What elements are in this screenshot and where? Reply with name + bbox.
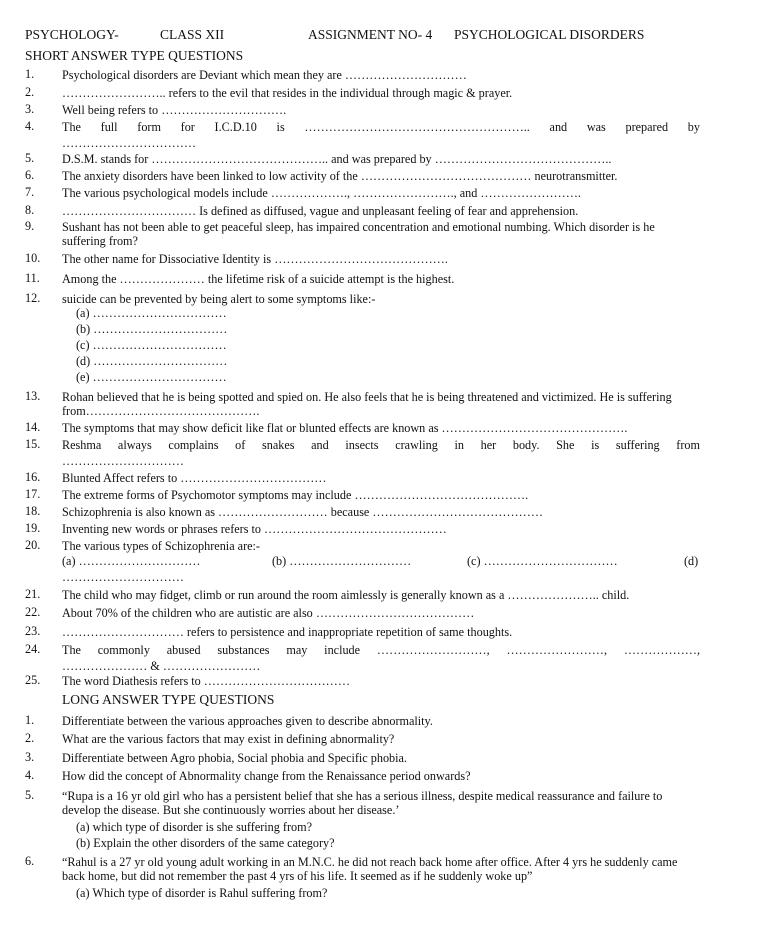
question-text: Differentiate between Agro phobia, Social phobia and Specific phobia. — [62, 751, 407, 765]
question-text: The anxiety disorders have been linked to low activity of the …………………………………… neurotransmitter. — [62, 169, 618, 183]
schizophrenia-type-a: (a) ………………………… — [62, 554, 201, 568]
question-text: Among the ………………… the lifetime risk of a suicide attempt is the highest. — [62, 272, 455, 286]
header-subject: PSYCHOLOGY- — [25, 27, 119, 42]
question-number: 21. — [25, 587, 41, 601]
question-text-continued: …………………………… — [62, 136, 197, 150]
question-number: 22. — [25, 605, 41, 619]
question-number: 19. — [25, 521, 41, 535]
question-number: 23. — [25, 624, 41, 638]
question-number: 12. — [25, 291, 41, 305]
question-number: 5. — [25, 151, 35, 165]
long-answer-heading: LONG ANSWER TYPE QUESTIONS — [62, 692, 275, 707]
question-text: Inventing new words or phrases refers to ……………………………………… — [62, 522, 447, 536]
question-text: What are the various factors that may exist in defining abnormality? — [62, 732, 395, 746]
sub-question-a: (a) Which type of disorder is Rahul suffering from? — [76, 886, 328, 900]
question-text: The extreme forms of Psychomotor symptoms may include ……………………………………. — [62, 488, 529, 502]
sub-question-b: (b) Explain the other disorders of the same category? — [76, 836, 335, 850]
question-number: 16. — [25, 470, 41, 484]
question-text: The other name for Dissociative Identity is ……………………………………. — [62, 252, 448, 266]
question-text: How did the concept of Abnormality change from the Renaissance period onwards? — [62, 769, 471, 783]
question-text: The word Diathesis refers to ……………………………… — [62, 674, 351, 688]
answer-line-b: (b) …………………………… — [76, 322, 228, 336]
question-number: 7. — [25, 185, 35, 199]
question-number: 11. — [25, 271, 40, 285]
question-number: 25. — [25, 673, 41, 687]
schizophrenia-type-c: (c) …………………………… — [467, 554, 618, 568]
question-number: 8. — [25, 203, 35, 217]
question-text: Sushant has not been able to get peaceful sleep, has impaired concentration and emotional numbing. Which disorder is he suffering from? — [62, 220, 655, 248]
question-text: “Rupa is a 16 yr old girl who has a persistent belief that she has a serious illness, despite medical reassurance and failure to develop the disease. But she continuously worries about her disease.’ — [62, 789, 663, 817]
question-text: Rohan believed that he is being spotted and spied on. He also feels that he is being threatened and victimized. He is suffering from……………………………………. — [62, 390, 672, 418]
question-number: 3. — [25, 750, 35, 764]
question-number: 1. — [25, 713, 35, 727]
question-text: Reshma always complains of snakes and insects crawling in her body. She is suffering from — [62, 438, 700, 452]
question-number: 24. — [25, 642, 41, 656]
question-text: The various psychological models include ………………., ……………………., and ……………………. — [62, 186, 581, 200]
header-assignment: ASSIGNMENT NO- 4 — [308, 27, 433, 42]
answer-line-e: (e) …………………………… — [76, 370, 227, 384]
question-number: 13. — [25, 389, 41, 403]
question-text: The various types of Schizophrenia are:- — [62, 539, 260, 553]
question-text-continued: ………………………… — [62, 454, 184, 468]
schizophrenia-type-d: (d) — [684, 554, 699, 568]
question-text: suicide can be prevented by being alert to some symptoms like:- — [62, 292, 376, 306]
question-text: Psychological disorders are Deviant which mean they are ………………………… — [62, 68, 467, 82]
question-number: 6. — [25, 168, 35, 182]
question-number: 10. — [25, 251, 41, 265]
question-number: 2. — [25, 85, 35, 99]
question-text: …………………………… Is defined as diffused, vague and unpleasant feeling of fear and apprehension. — [62, 204, 579, 218]
question-text: “Rahul is a 27 yr old young adult working in an M.N.C. he did not reach back home after office. After 4 yrs he suddenly came back home, but did not remember the past 4 yrs of his life. It seemed as if he suddenly woke up” — [62, 855, 678, 883]
question-number: 5. — [25, 788, 35, 802]
question-number: 2. — [25, 731, 35, 745]
question-number: 14. — [25, 420, 41, 434]
question-text: ………………………… refers to persistence and inappropriate repetition of same thoughts. — [62, 625, 513, 639]
question-number: 9. — [25, 219, 35, 233]
header-class: CLASS XII — [160, 27, 225, 42]
question-text: The commonly abused substances may include ………………………, ……………………, ………………, — [62, 643, 700, 657]
question-number: 4. — [25, 768, 35, 782]
question-text: Schizophrenia is also known as ……………………… because …………………………………… — [62, 505, 544, 519]
question-text: The child who may fidget, climb or run around the room aimlessly is generally known as a ………………….. child. — [62, 588, 630, 602]
question-number: 1. — [25, 67, 35, 81]
question-text: The full form for I.C.D.10 is ……………………………………………….. and was prepared by — [62, 120, 700, 134]
header-topic: PSYCHOLOGICAL DISORDERS — [454, 27, 645, 42]
question-number: 3. — [25, 102, 35, 116]
question-text: Blunted Affect refers to ……………………………… — [62, 471, 327, 485]
question-number: 20. — [25, 538, 41, 552]
question-text: Well being refers to …………………………. — [62, 103, 287, 117]
question-text-continued: ………………… & …………………… — [62, 659, 261, 673]
question-text: About 70% of the children who are autistic are also ………………………………… — [62, 606, 475, 620]
answer-line-c: (c) …………………………… — [76, 338, 227, 352]
question-text: …………………….. refers to the evil that resides in the individual through magic & prayer. — [62, 86, 513, 100]
sub-question-a: (a) which type of disorder is she suffering from? — [76, 820, 313, 834]
question-text: D.S.M. stands for …………………………………….. and was prepared by …………………………………….. — [62, 152, 612, 166]
question-text: Differentiate between the various approaches given to describe abnormality. — [62, 714, 433, 728]
schizophrenia-type-b: (b) ………………………… — [272, 554, 412, 568]
question-number: 4. — [25, 119, 35, 133]
question-text: The symptoms that may show deficit like flat or blunted effects are known as ………………………………………. — [62, 421, 628, 435]
question-number: 18. — [25, 504, 41, 518]
question-number: 17. — [25, 487, 41, 501]
short-answer-heading: SHORT ANSWER TYPE QUESTIONS — [25, 48, 244, 63]
question-number: 6. — [25, 854, 35, 868]
question-number: 15. — [25, 437, 41, 451]
question-text-continued: ………………………… — [62, 570, 184, 584]
answer-line-a: (a) …………………………… — [76, 306, 227, 320]
answer-line-d: (d) …………………………… — [76, 354, 228, 368]
